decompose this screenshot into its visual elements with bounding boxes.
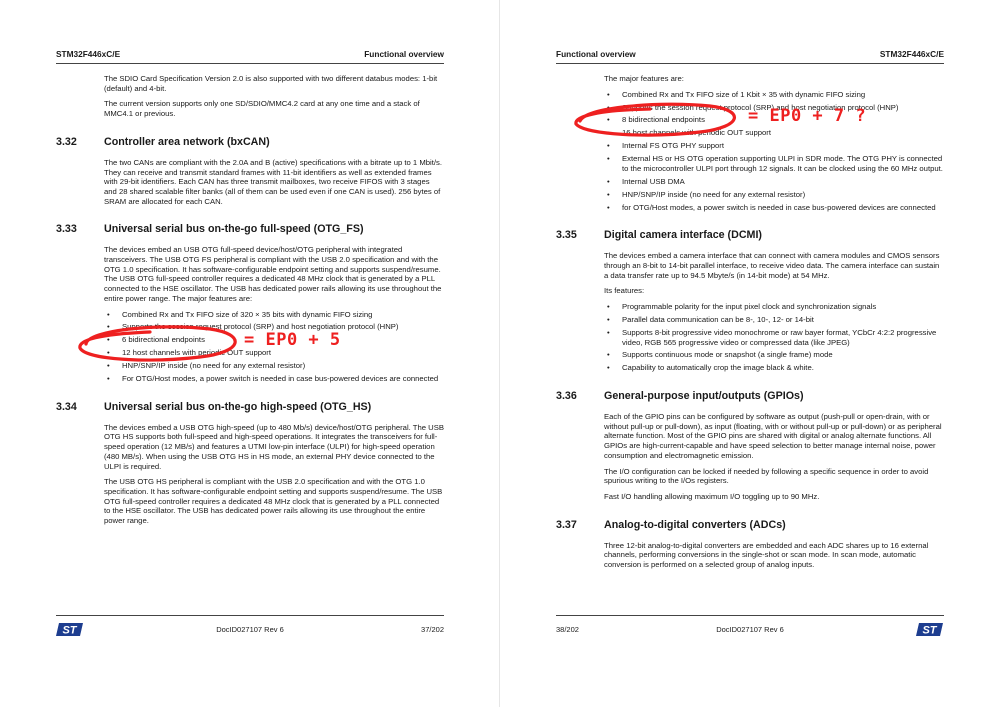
bullet-dot: •: [107, 335, 110, 345]
list-item: • Internal USB DMA: [607, 176, 685, 186]
list-item: • 8 bidirectional endpoints: [607, 115, 705, 125]
bullet-dot: •: [607, 115, 610, 125]
section-number: 3.34: [56, 400, 77, 413]
section-heading: [56, 135, 444, 149]
bullet-dot: •: [607, 89, 610, 99]
list-item: • HNP/SNP/IP inside (no need for any external resistor): [107, 361, 306, 371]
list-item: • Combined Rx and Tx FIFO size of 1 Kbit × 35 with dynamic FIFO sizing: [607, 89, 866, 99]
paragraph: The devices embed an USB OTG full-speed device/host/OTG peripheral with integrated transceivers. The USB OTG FS peripheral is compliant with the USB 2.0 specification and with the OTG 1.0 specification. It has software-configurable endpoint setting and supports suspend/resume. The USB OTG full-speed controller requires a dedicated 48 MHz clock that is generated by a PLL connected to the HSE oscillator. The USB has dedicated power rails allowing its use throughout the entire power range. The major features are:: [104, 245, 442, 303]
list-item: • Parallel data communication can be 8-, 10-, 12- or 14-bit: [607, 314, 814, 324]
section-number: 3.35: [556, 229, 577, 242]
paragraph: Each of the GPIO pins can be configured by software as output (push-pull or open-drain, with or without pull-up or pull-down), as input (floating, with or without pull-up or pull-down) or as peripheral alternate function. Most of the GPIO pins are shared with digital or analog alternate functions. All GPIOs are high-current-capable and have speed selection to better manage internal noise, power consumption and electromagnetic emission.: [604, 412, 942, 460]
list-item: • Internal FS OTG PHY support: [607, 141, 724, 151]
page-footer: [56, 622, 444, 636]
list-item: • Supports 8-bit progressive video monochrome or raw bayer format, YCbCr 4:2:2 progressive video, RGB 565 progressive video or compressed data (like JPEG): [607, 327, 937, 347]
paragraph: The major features are:: [604, 74, 684, 83]
header-rule: [56, 63, 444, 64]
header-rule: [556, 63, 944, 64]
section-title: Universal serial bus on-the-go full-speed (OTG_FS): [104, 223, 364, 236]
list-item: • for OTG/Host modes, a power switch is needed in case bus-powered devices are connected: [607, 202, 936, 212]
section-number: 3.32: [56, 135, 77, 148]
section-number: 3.36: [556, 390, 577, 403]
footer-page-number: 37/202: [421, 625, 444, 634]
page-header: [556, 49, 944, 63]
list-item: • 12 host channels with periodic OUT support: [107, 348, 271, 358]
header-left-title: Functional overview: [556, 49, 636, 59]
footer-doc-id: DocID027107 Rev 6: [216, 625, 284, 634]
bullet-list: [104, 310, 444, 384]
bullet-list: [604, 302, 944, 373]
svg-text:ST: ST: [922, 624, 937, 637]
svg-text:ST: ST: [62, 624, 77, 637]
paragraph: The devices embed a camera interface that can connect with camera modules and CMOS sensors through an 8-bit to 14-bit parallel interface, to receive video data. The camera interface can sustain a data transfer rate up to 94.5 Mbyte/s (in 14-bit mode) at 54 MHz.: [604, 251, 940, 280]
section-title: General-purpose input/outputs (GPIOs): [604, 390, 804, 403]
bullet-dot: •: [607, 141, 610, 151]
list-item: • Programmable polarity for the input pixel clock and synchronization signals: [607, 302, 877, 312]
list-item: • For OTG/Host modes, a power switch is needed in case bus-powered devices are connected: [107, 374, 439, 383]
bullet-dot: •: [607, 154, 610, 164]
bullet-dot: •: [607, 350, 610, 360]
paragraph: The USB OTG HS peripheral is compliant with the USB 2.0 specification and with the OTG 1.0 specification. It has software-configurable endpoint setting and supports suspend/resume. The USB OTG full-speed controller requires a dedicated 48 MHz clock that is generated by a PLL connected to the HSE oscillator. The USB has dedicated power rails allowing its use throughout the entire power range.: [104, 477, 443, 526]
footer-page-number: 38/202: [556, 625, 579, 634]
bullet-dot: •: [607, 202, 610, 212]
paragraph: The two CANs are compliant with the 2.0A and B (active) specifications with a bitrate up to 1 Mbit/s. They can receive and transmit standard frames with 11-bit identifiers as well as extended frames with 29-bit identifiers. Each CAN has three transmit mailboxes, two receive FIFOS with 3 stages and 28 shared scalable filter banks (all of them can be used even if one CAN is used). 256 bytes of SRAM are allocated for each CAN.: [104, 157, 442, 206]
header-right-title: Functional overview: [364, 49, 444, 59]
page-content: [556, 74, 944, 576]
list-item: • Capability to automatically crop the image black & white.: [607, 363, 814, 373]
paragraph: The devices embed a USB OTG high-speed (up to 480 Mb/s) device/host/OTG peripheral. The USB OTG HS supports both full-speed and high-speed operations. It integrates the transceivers for full-speed operation (12 MB/s) and features a UTMI low-pin interface (ULPI) for high-speed operation (480 MB/s). When using the USB OTG HS in HS mode, an external PHY device connected to the ULPI is required.: [104, 422, 444, 471]
list-item: • Supports the session request protocol (SRP) and host negotiation protocol (HNP): [607, 102, 899, 112]
bullet-dot: •: [607, 176, 610, 186]
paragraph: The SDIO Card Specification Version 2.0 is also supported with two different databus modes: 1-bit (default) and 4-bit.: [104, 74, 438, 93]
section-heading: [556, 390, 944, 403]
bullet-dot: •: [107, 374, 110, 383]
list-item: • 16 host channels with periodic OUT support: [607, 128, 771, 138]
bullet-dot: •: [107, 322, 110, 332]
page-footer: [556, 622, 944, 636]
bullet-dot: •: [107, 348, 110, 358]
annotation-ep0-plus-5: = EP0 + 5: [244, 330, 341, 350]
section-title: Digital camera interface (DCMI): [604, 229, 762, 242]
paragraph: The I/O configuration can be locked if needed by following a specific sequence in order to avoid spurious writing to the I/Os registers.: [604, 466, 929, 486]
footer-doc-id: DocID027107 Rev 6: [716, 625, 784, 634]
annotation-ep0-plus-7: = EP0 + 7 ?: [748, 106, 867, 126]
bullet-dot: •: [607, 302, 610, 312]
left-page: [0, 0, 499, 707]
bullet-dot: •: [107, 361, 110, 371]
bullet-list: [604, 90, 944, 213]
page-header: [56, 49, 444, 63]
header-right-title: STM32F446xC/E: [879, 49, 944, 59]
footer-rule: [556, 615, 944, 616]
paragraph: Its features:: [604, 286, 645, 296]
paragraph: The current version supports only one SD/SDIO/MMC4.2 card at any one time and a stack of MMC4.1 or previous.: [104, 99, 420, 119]
bullet-dot: •: [607, 327, 610, 337]
bullet-dot: •: [607, 363, 610, 373]
list-item: • Combined Rx and Tx FIFO size of 320 × 35 bits with dynamic FIFO sizing: [107, 309, 373, 319]
section-title: Analog-to-digital converters (ADCs): [604, 518, 786, 531]
section-heading: [556, 229, 944, 242]
header-left-title: STM32F446xC/E: [56, 49, 121, 59]
section-heading: [56, 400, 444, 414]
st-logo-icon: [916, 622, 944, 637]
list-item: • Supports the session request protocol (SRP) and host negotiation protocol (HNP): [107, 322, 399, 332]
bullet-dot: •: [607, 128, 610, 138]
list-item: • HNP/SNP/IP inside (no need for any external resistor): [607, 189, 806, 199]
section-title: Universal serial bus on-the-go high-speed (OTG_HS): [104, 400, 372, 413]
section-number: 3.37: [556, 518, 577, 531]
paragraph: Fast I/O handling allowing maximum I/O toggling up to 90 MHz.: [604, 491, 820, 501]
bullet-dot: •: [107, 309, 110, 319]
list-item: • 6 bidirectional endpoints: [107, 335, 205, 345]
section-heading: [556, 518, 944, 532]
right-page: [500, 0, 999, 707]
section-heading: [56, 223, 444, 236]
bullet-dot: •: [607, 189, 610, 199]
list-item: • Supports continuous mode or snapshot (a single frame) mode: [607, 350, 833, 360]
section-number: 3.33: [56, 223, 77, 236]
bullet-dot: •: [607, 314, 610, 324]
page-content: [56, 74, 444, 532]
section-title: Controller area network (bxCAN): [104, 135, 270, 148]
bullet-dot: •: [607, 102, 610, 112]
list-item: • External HS or HS OTG operation supporting ULPI in SDR mode. The OTG PHY is connected to the microcontroller ULPI port through 12 signals. It can be clocked using the 60 MHz output.: [607, 154, 943, 173]
footer-rule: [56, 615, 444, 616]
paragraph: Three 12-bit analog-to-digital converters are embedded and each ADC shares up to 16 external channels, performing conversions in the single-shot or scan mode. In scan mode, automatic conversion is performed on a selected group of analog inputs.: [604, 540, 929, 570]
